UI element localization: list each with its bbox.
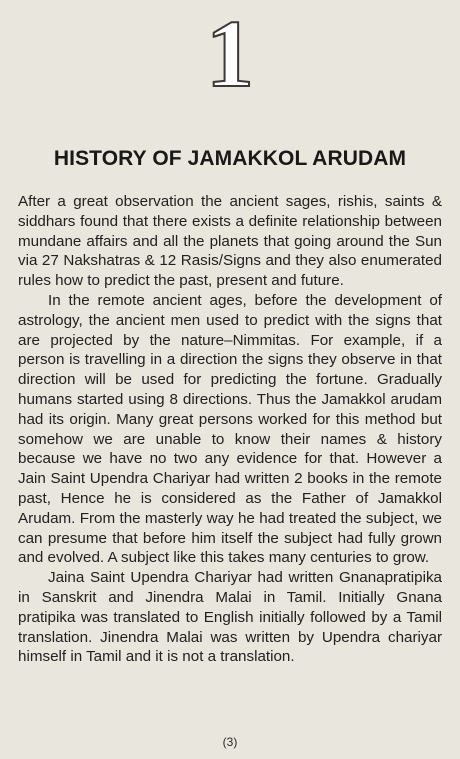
paragraph-2: In the remote ancient ages, before the development of astrology, the ancient men used to predict with the signs that are projected by the nature–Nimmitas. For example, if a person is travelling in a direction the signs they observe in that direction will be used for predicting the fortune. Gradually humans started using 8 directions. Thus the Jamakkol arudam had its origin. Many great persons worked for this method but somehow we are unable to know their names & history because we have no two any evidence for that. However a Jain Saint Upendra Chariyar had written 2 books in the remote past, Hence he is considered as the Father of Jamakkol Arudam. From the masterly way he had treated the subject, we can presume that before him itself the subject had fully grown and evolved. A subject like this takes many centuries to grow. [18,291,442,567]
paragraph-3: Jaina Saint Upendra Chariyar had written Gnanapratipika in Sanskrit and Jinendra Malai in Tamil. Initially Gnana pratipika was translated to English initially followed by a Tamil translation. Jinendra Malai was written by Upendra chariyar himself in Tamil and it is not a translation. [18,569,442,666]
chapter-title: HISTORY OF JAMAKKOL ARUDAM [53,147,407,170]
paragraph-1: After a great observation the ancient sages, rishis, saints & siddhars found that there exists a definite relationship between mundane affairs and all the planets that going around the Sun via 27 Nakshatras & 12 Rasis/Signs and they also enumerated rules how to predict the past, present and future. [18,193,442,290]
chapter-number: 1 [206,0,254,107]
body-text [18,192,442,667]
page-number: (3) [222,735,238,749]
